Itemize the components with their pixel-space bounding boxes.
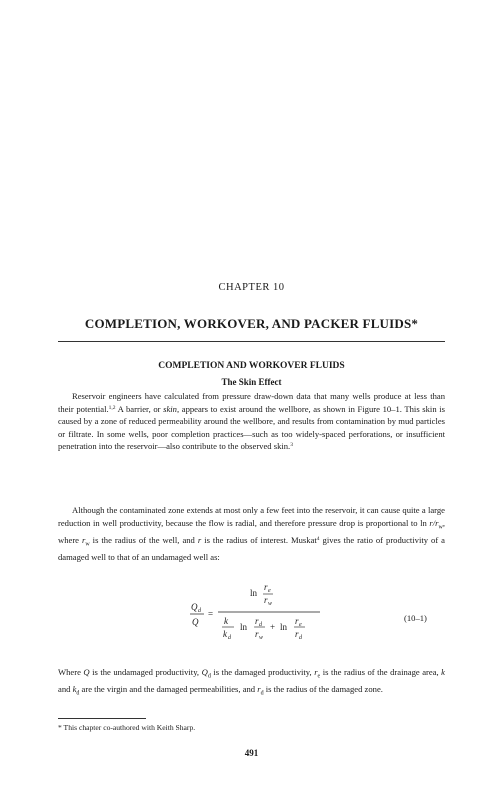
footnote: * This chapter co-authored with Keith Sharp. — [58, 723, 196, 732]
paragraph-contaminated-zone: Although the contaminated zone extends at most only a few feet into the reservoir, it can cause quite a large reduction in well productivity, because the flow is radial, and therefore pressure drop is proportional to $\ln r/r_w$, where $r_w$ is the radius of the well, and r is the radius of interest. Muskat$^4$ gives the ratio of productivity of a damaged well to that of an undamaged well as: — [58, 505, 445, 563]
svg-text:+: + — [270, 622, 276, 632]
svg-text:d: d — [259, 622, 262, 628]
title-rule — [58, 341, 445, 342]
svg-text:ln: ln — [240, 622, 248, 632]
svg-text:ln: ln — [250, 588, 258, 598]
svg-text:d: d — [198, 608, 201, 614]
subsection-heading: The Skin Effect — [221, 377, 282, 387]
svg-text:e: e — [268, 588, 271, 594]
chapter-label: CHAPTER 10 — [218, 282, 285, 293]
eq-equals: = — [208, 609, 214, 619]
section-heading: COMPLETION AND WORKOVER FLUIDS — [158, 361, 345, 371]
page-number: 491 — [244, 748, 259, 758]
paragraph-skin-intro: Reservoir engineers have calculated from pressure draw-down data that many wells produce at less than their potential.$^{1,2}$ A barrier, or skin, appears to exist around the wellbore, as shown in Figure 10–1. This skin is caused by a zone of reduced permeability around the wellbore, and results from contamination by mud particles or filtrate. In some wells, poor completion practices—such as too widely-spaced perforations, or insufficient penetration into the reservoir—also contribute to the observed skin.$^3$ — [58, 391, 445, 452]
svg-text:w: w — [268, 601, 273, 607]
svg-text:r: r — [295, 629, 299, 639]
eq-lhs-den: Q — [192, 617, 199, 627]
svg-text:k: k — [224, 616, 228, 626]
svg-text:d: d — [299, 635, 302, 641]
equation-number: (10–1) — [404, 613, 427, 623]
eq-lhs-num: Q — [191, 602, 198, 612]
svg-text:r: r — [264, 582, 268, 592]
equation-10-1 — [0, 580, 503, 656]
citation-3: 3 — [290, 442, 293, 449]
svg-text:d: d — [228, 635, 231, 641]
svg-text:e: e — [299, 622, 302, 628]
svg-text:r: r — [255, 629, 259, 639]
svg-text:r: r — [264, 595, 268, 605]
paragraph-definitions: Where Q is the undamaged productivity, $Q_d$ is the damaged productivity, $r_e$ is the radius of the drainage area, k and $k_d$ are the virgin and the damaged permeabilities, and $r_d$ is the radius of the damaged zone. — [58, 667, 445, 698]
citation-4: 4 — [316, 535, 320, 542]
svg-text:ln: ln — [280, 622, 288, 632]
svg-text:r: r — [295, 616, 299, 626]
citation-1-2: 1,2 — [108, 404, 116, 411]
chapter-title: COMPLETION, WORKOVER, AND PACKER FLUIDS* — [84, 316, 419, 331]
svg-text:w: w — [259, 635, 264, 641]
svg-text:r: r — [255, 616, 259, 626]
equation-svg — [0, 580, 503, 656]
svg-text:k: k — [223, 629, 227, 639]
footnote-rule — [58, 718, 146, 719]
